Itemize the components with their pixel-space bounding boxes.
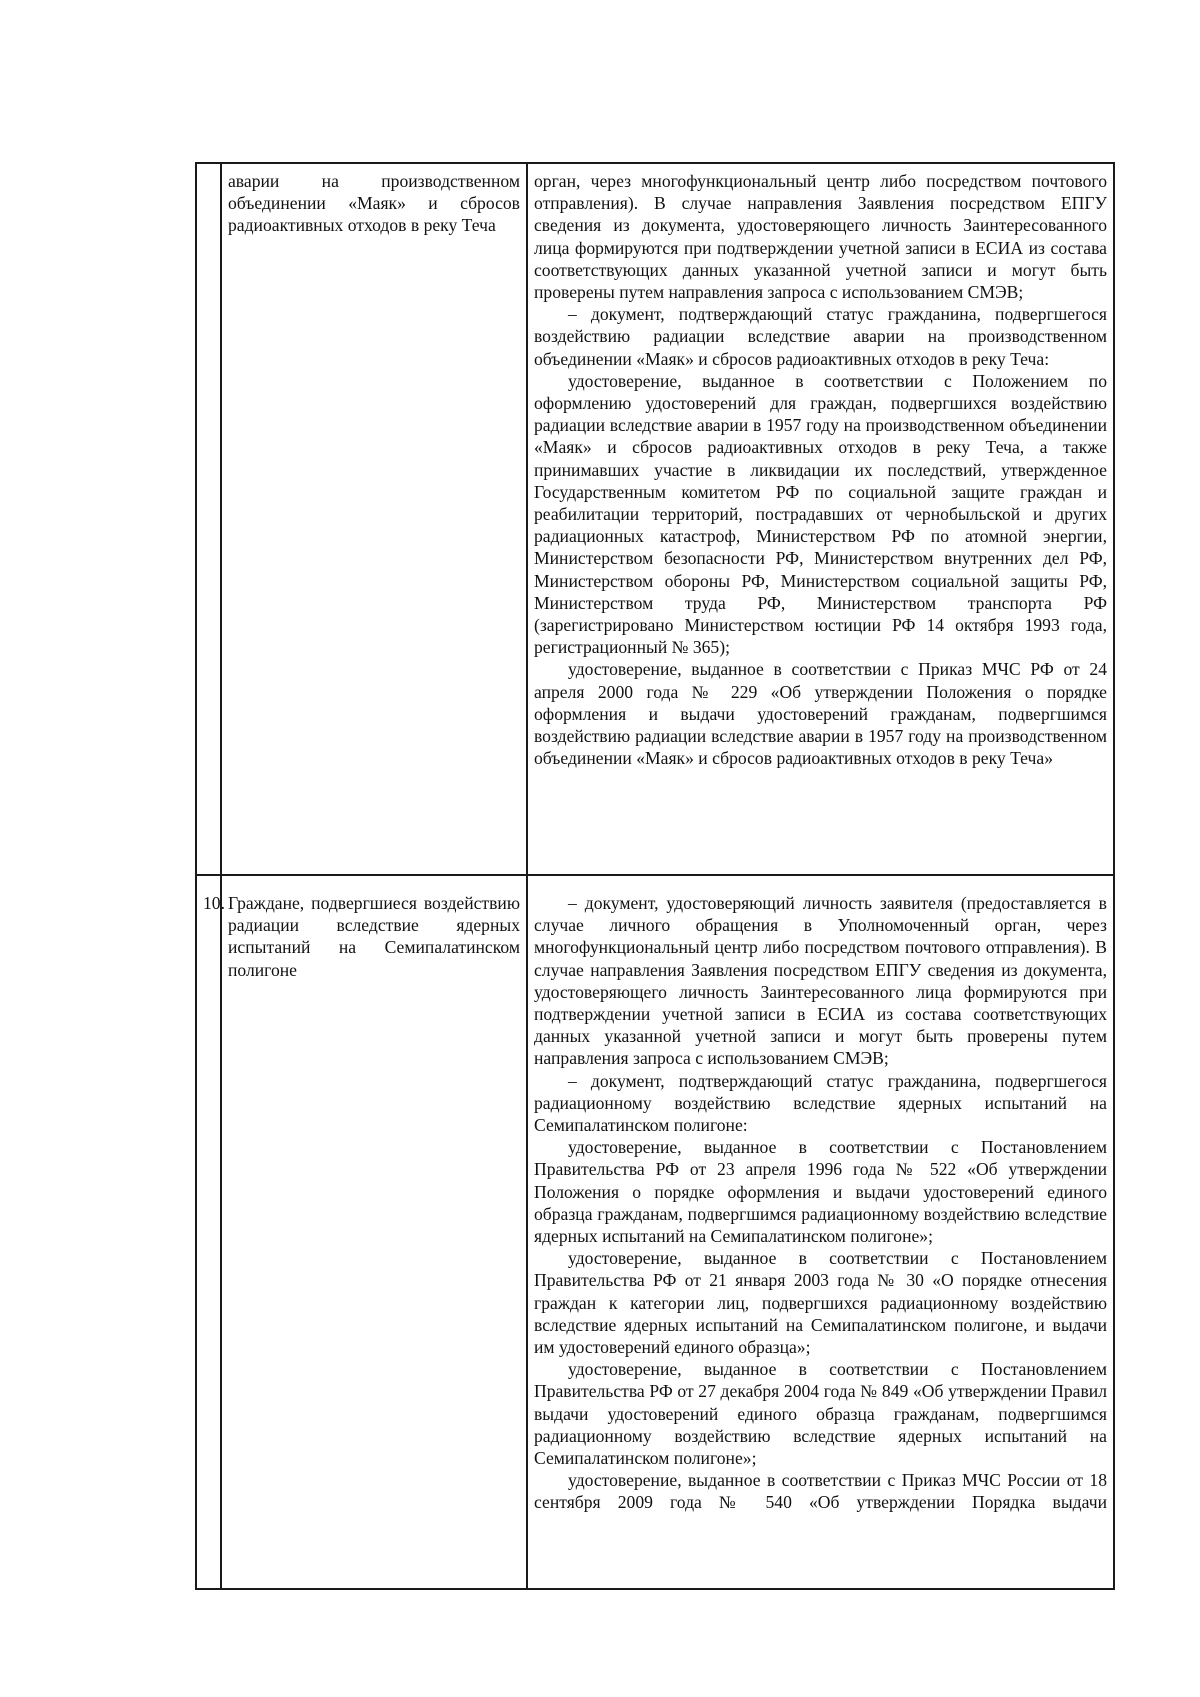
table-row: [196, 163, 1114, 875]
document-paragraph: удостоверение, выданное в соответствии с Постановлением Правительства РФ от 21 января 2003 года № 30 «О порядке отнесения граждан к категории лиц, подвергшихся радиационному воздействию вследствие ядерных испытаний на Семипалатинском полигоне, и выдачи им удостоверений единого образца»;: [534, 1248, 1107, 1358]
document-paragraph: удостоверение, выданное в соответствии с Приказ МЧС РФ от 24 апреля 2000 года № 229 «Об утверждении Положения о порядке оформления и выдачи удостоверений гражданам, подвергшимся воздействию радиации вследствие аварии в 1957 году на производственном объединении «Маяк» и сбросов радиоактивных отходов в реку Теча»: [534, 659, 1107, 769]
table-row: [196, 875, 1114, 1589]
document-paragraph: – документ, удостоверяющий личность заявителя (предоставляется в случае личного обращения в Уполномоченный орган, через многофункциональный центр либо посредством почтового отправления). В случае направления Заявления посредством ЕПГУ сведения из документа, удостоверяющего личность Заинтересованного лица формируются при подтверждении учетной записи в ЕСИА из состава соответствующих данных указанной учетной записи и могут быть проверены путем направления запроса с использованием СМЭВ;: [534, 893, 1107, 1069]
citizen-category: [221, 163, 527, 875]
document-paragraph: орган, через многофункциональный центр либо посредством почтового отправления). В случае направления Заявления посредством ЕПГУ сведения из документа, удостоверяющего личность Заинтересованного лица формируются при подтверждении учетной записи в ЕСИА из состава соответствующих данных указанной учетной записи и могут быть проверены путем направления запроса с использованием СМЭВ;: [534, 171, 1107, 303]
document-paragraph: удостоверение, выданное в соответствии с Положением по оформлению удостоверений для граждан, подвергшихся воздействию радиации вследствие аварии в 1957 году на производственном объединении «Маяк» и сбросов радиоактивных отходов в реку Теча, а также принимавших участие в ликвидации их последствий, утвержденное Государственным комитетом РФ по социальной защите граждан и реабилитации территорий, пострадавших от чернобыльской и других радиационных катастроф, Министерством РФ по атомной энергии, Министерством безопасности РФ, Министерством внутренних дел РФ, Министерством обороны РФ, Министерством социальной защиты РФ, Министерством труда РФ, Министерством транспорта РФ (зарегистрировано Министерством юстиции РФ 14 октября 1993 года, регистрационный № 365);: [534, 370, 1107, 658]
document-paragraph: – документ, подтверждающий статус гражданина, подвергшегося радиационному воздействию вследствие ядерных испытаний на Семипалатинском полигоне:: [534, 1070, 1107, 1136]
row-number: 10.: [196, 875, 221, 1589]
document-paragraph: – документ, подтверждающий статус гражданина, подвергшегося воздействию радиации вследствие аварии на производственном объединении «Маяк» и сбросов радиоактивных отходов в реку Теча:: [534, 304, 1107, 369]
required-documents: [527, 875, 1114, 1589]
documents-table: [195, 162, 1115, 1590]
row-number: [196, 163, 221, 875]
document-paragraph: удостоверение, выданное в соответствии с Постановлением Правительства РФ от 27 декабря 2004 года № 849 «Об утверждении Правил выдачи удостоверений единого образца гражданам, подвергшимся радиационному воздействию вследствие ядерных испытаний на Семипалатинском полигоне»;: [534, 1359, 1107, 1469]
citizen-category: [221, 875, 527, 1589]
citizen-category-text: аварии на производственном объединении «Маяк» и сбросов радиоактивных отходов в реку Теча: [228, 171, 520, 236]
document-paragraph: удостоверение, выданное в соответствии с Приказ МЧС России от 18 сентября 2009 года № 540 «Об утверждении Порядка выдачи: [534, 1470, 1107, 1513]
document-paragraph: удостоверение, выданное в соответствии с Постановлением Правительства РФ от 23 апреля 1996 года № 522 «Об утверждении Положения о порядке оформления и выдачи удостоверений единого образца гражданам, подвергшимся радиационному воздействию вследствие ядерных испытаний на Семипалатинском полигоне»;: [534, 1137, 1107, 1247]
required-documents: [527, 163, 1114, 875]
citizen-category-text: Граждане, подвергшиеся воздействию радиации вследствие ядерных испытаний на Семипалатинском полигоне: [228, 893, 520, 980]
